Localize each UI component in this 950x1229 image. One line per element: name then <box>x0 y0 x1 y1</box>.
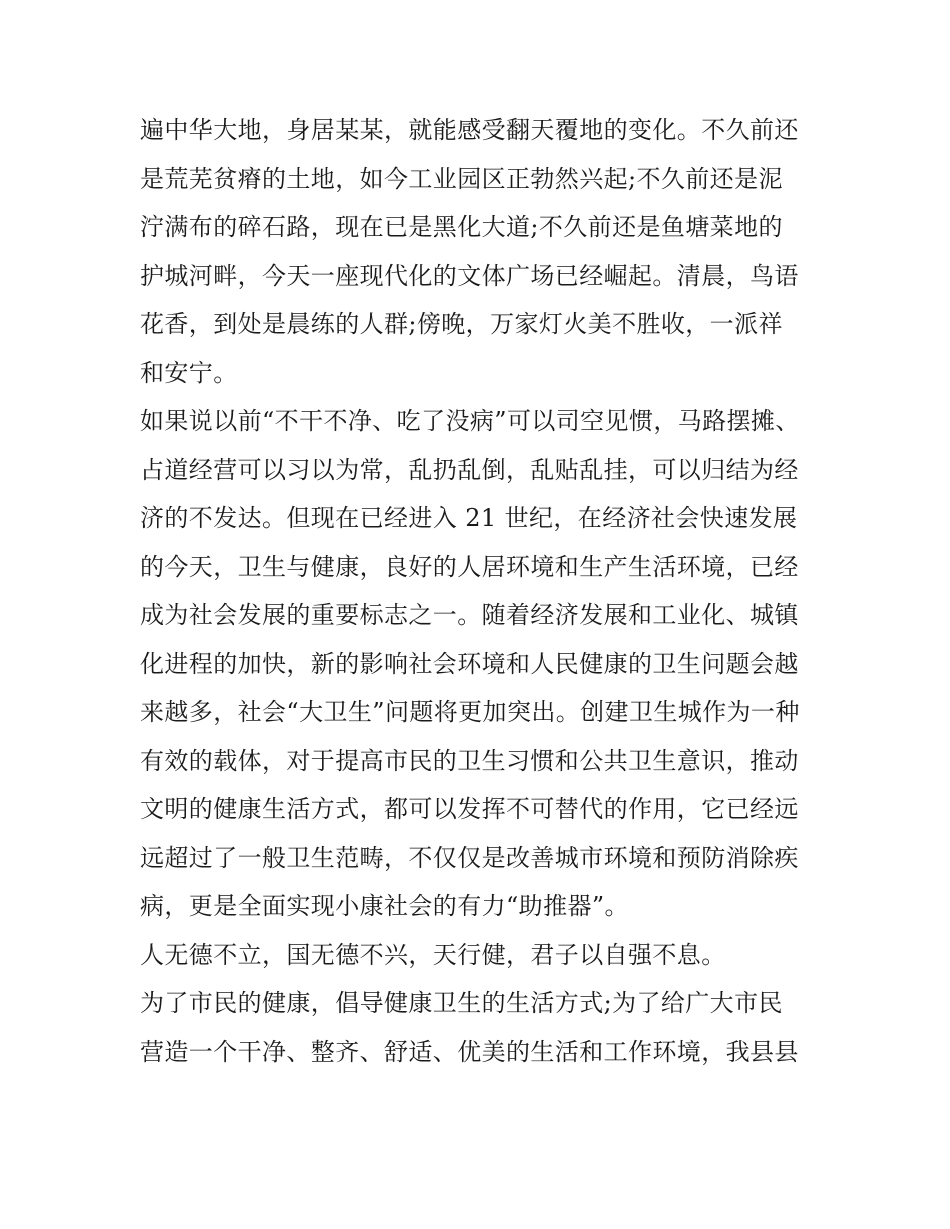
body-text <box>140 106 840 1076</box>
text-line: 是荒芜贫瘠的土地，如今工业园区正勃然兴起;不久前还是泥 <box>140 164 783 193</box>
text-line: 文明的健康生活方式，都可以发挥不可替代的作用，它已经远 <box>140 795 799 823</box>
text-line: 花香，到处是晨练的人群;傍晚，万家灯火美不胜收，一派祥 <box>140 310 783 338</box>
text-line: 遍中华大地，身居某某，就能感受翻天覆地的变化。不久前还 <box>140 116 799 144</box>
text-line: 如果说以前“不干不净、吃了没病”可以司空见惯，马路摆摊、 <box>140 407 800 435</box>
text-line: 泞满布的碎石路，现在已是黑化大道;不久前还是鱼塘菜地的 <box>140 213 783 241</box>
text-line: 化进程的加快，新的影响社会环境和人民健康的卫生问题会越 <box>140 649 799 678</box>
text-line: 人无德不立，国无德不兴，天行健，君子以自强不息。 <box>140 940 726 969</box>
text-line: 占道经营可以习以为常，乱扔乱倒，乱贴乱挂，可以归结为经 <box>140 455 799 484</box>
text-line: 和安宁。 <box>140 358 238 387</box>
text-line: 济的不发达。但现在已经进入 21 世纪，在经济社会快速发展 <box>140 504 798 532</box>
text-line: 来越多，社会“大卫生”问题将更加突出。创建卫生城作为一种 <box>140 698 800 726</box>
text-line: 病，更是全面实现小康社会的有力“助推器”。 <box>140 892 629 920</box>
text-line: 护城河畔，今天一座现代化的文体广场已经崛起。清晨，鸟语 <box>140 261 799 290</box>
text-line: 有效的载体，对于提高市民的卫生习惯和公共卫生意识，推动 <box>140 746 799 775</box>
text-line: 为了市民的健康，倡导健康卫生的生活方式;为了给广大市民 <box>140 989 783 1017</box>
text-line: 营造一个干净、整齐、舒适、优美的生活和工作环境，我县县 <box>140 1037 799 1066</box>
text-line: 成为社会发展的重要标志之一。随着经济发展和工业化、城镇 <box>140 601 799 629</box>
text-line: 远超过了一般卫生范畴，不仅仅是改善城市环境和预防消除疾 <box>140 843 799 872</box>
text-line: 的今天，卫生与健康，良好的人居环境和生产生活环境，已经 <box>140 552 799 581</box>
